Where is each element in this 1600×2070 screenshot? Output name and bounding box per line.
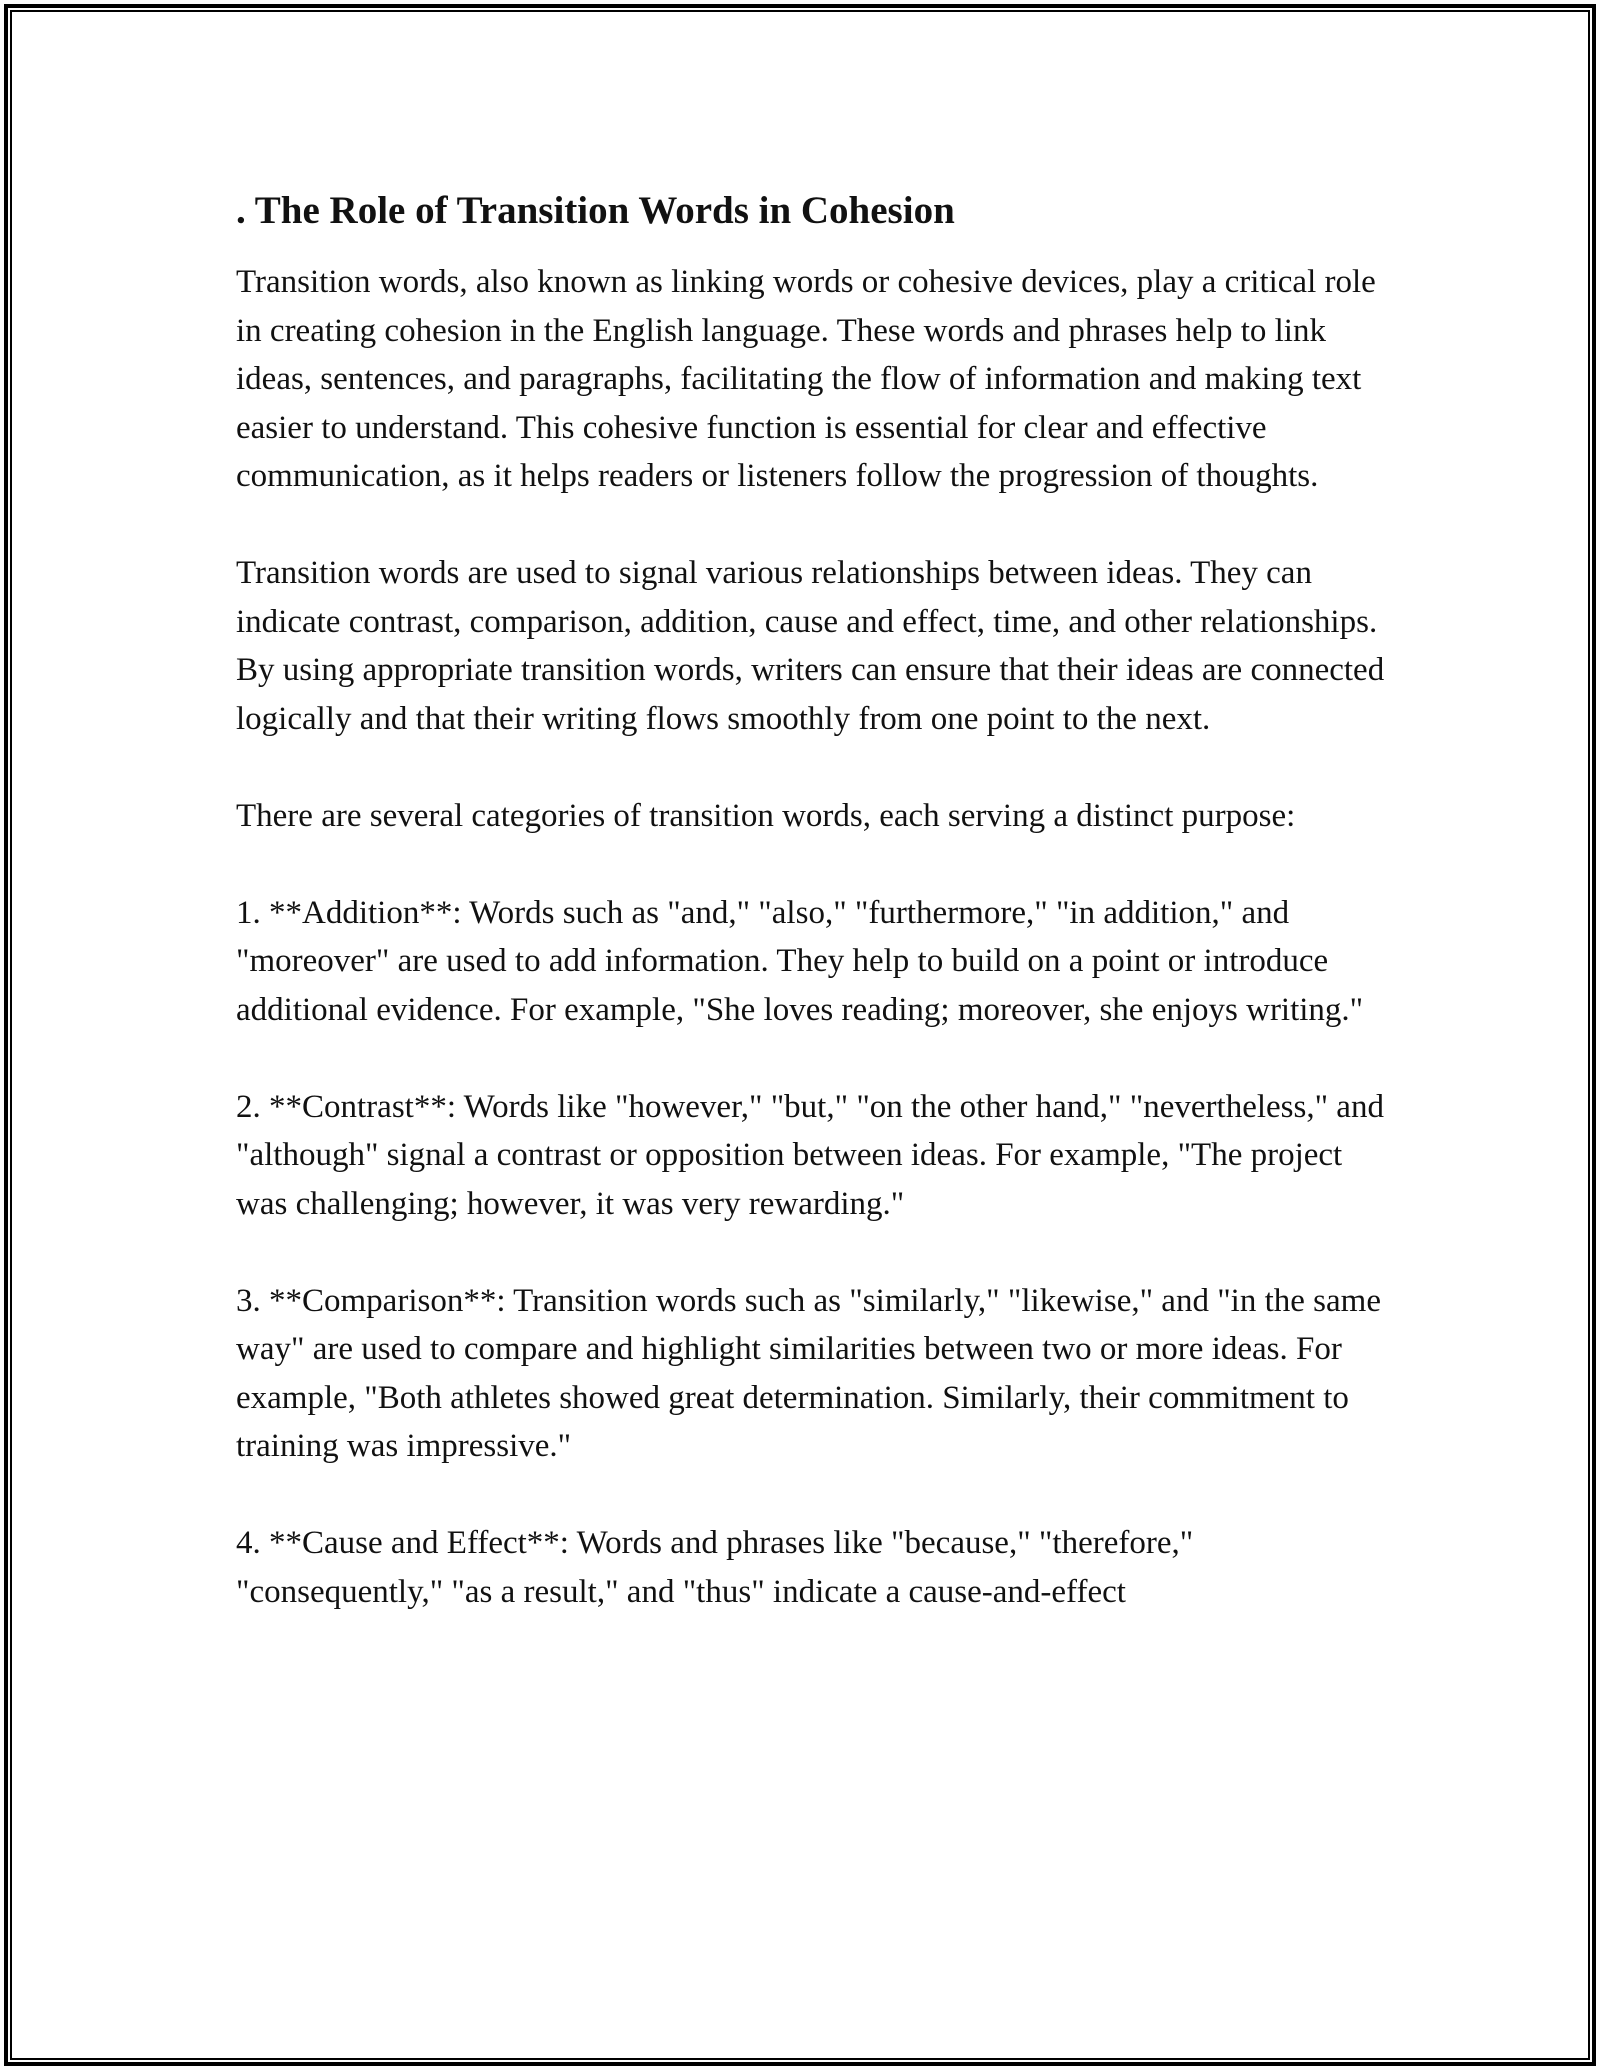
list-item-cause-effect: 4. **Cause and Effect**: Words and phrases like "because," "therefore," "consequently," "as a result," and "thus" indicate a cause-and-effect bbox=[236, 1525, 1194, 1610]
list-item-comparison: 3. **Comparison**: Transition words such as "similarly," "likewise," and "in the same way" are used to compare and highlight similarities between two or more ideas. For example, "Both athletes showed great determination. Similarly, their commitment to training was impressive." bbox=[236, 1282, 1381, 1464]
list-item-addition: 1. **Addition**: Words such as "and," "also," "furthermore," "in addition," and "moreover" are used to add information. They help to build on a point or introduce additional evidence. For example, "She loves reading; moreover, she enjoys writing." bbox=[236, 894, 1364, 1028]
document-body bbox=[236, 186, 1386, 1616]
document-title: . The Role of Transition Words in Cohesion bbox=[236, 189, 955, 232]
paragraph-relationships: Transition words are used to signal various relationships between ideas. They can indicate contrast, comparison, addition, cause and effect, time, and other relationships. By using appropriate transition words, writers can ensure that their ideas are connected logically and that their writing flows smoothly from one point to the next. bbox=[236, 555, 1385, 737]
list-item-contrast: 2. **Contrast**: Words like "however," "but," "on the other hand," "nevertheless," and "although" signal a contrast or opposition between ideas. For example, "The project was challenging; however, it was very rewarding." bbox=[236, 1088, 1384, 1222]
paragraph-categories-intro: There are several categories of transition words, each serving a distinct purpose: bbox=[236, 797, 1296, 834]
paragraph-intro: Transition words, also known as linking words or cohesive devices, play a critical role in creating cohesion in the English language. These words and phrases help to link ideas, sentences, and paragraphs, facilitating the flow of information and making text easier to understand. This cohesive function is essential for clear and effective communication, as it helps readers or listeners follow the progression of thoughts. bbox=[236, 264, 1376, 494]
